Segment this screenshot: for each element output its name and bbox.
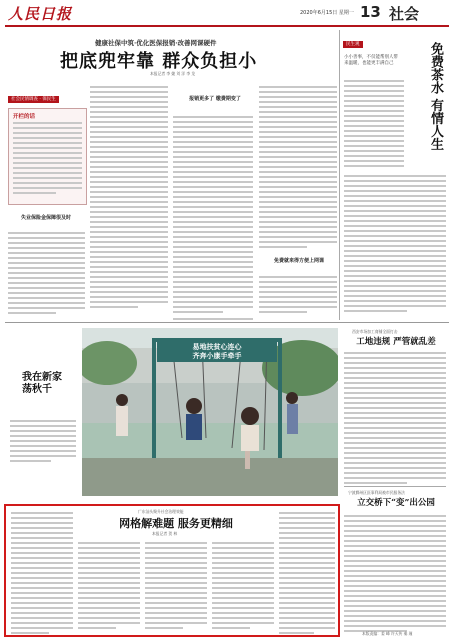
sidebar-quote: 小小善事，不仅能帮别人带来温暖，也能更丰满自己 [344, 55, 398, 66]
page-editors: 本版责编：姜 峰 许天传 秦 瑾 [362, 631, 413, 636]
story2-kicker: 宁波鄞州区医事利局被市民服务法 [348, 490, 405, 495]
photo-caption-title: 我在新家荡秋千 [22, 372, 62, 395]
bottom-col-2 [78, 542, 140, 632]
story1-kicker: 西安市场加工商铺全面打击 [352, 329, 398, 334]
subhead-3: 免费就来得方便上网课 [273, 258, 324, 264]
subhead-1: 失业保险金保障很及时 [20, 215, 71, 221]
story2-text [344, 515, 446, 635]
column-divider [339, 30, 340, 320]
bottom-story-byline: 本报记者 贺 林 [152, 531, 178, 536]
bottom-col-5 [279, 512, 335, 637]
story1-title: 工地违规 严管就乱差 [356, 337, 436, 347]
feature-photo [82, 328, 338, 496]
lead-col-4 [259, 86, 337, 251]
story1-text [344, 352, 446, 487]
sidebar-text-a [344, 80, 404, 170]
section-name: 社会 [389, 5, 420, 23]
lead-byline: 本报记者 李 婕 刘 洋 李 龙 [150, 71, 196, 76]
intro-text [13, 122, 82, 197]
sidebar-text-b [344, 175, 446, 315]
bottom-story-box [4, 504, 340, 637]
intro-box [8, 108, 87, 205]
photo-banner [157, 340, 277, 362]
photo-banner-line-1: 易地扶贫心连心 [192, 342, 242, 351]
sidebar-title: 免费茶水 有情人生 [428, 42, 443, 151]
masthead-rule [5, 25, 449, 27]
lead-col-5 [259, 276, 337, 316]
subhead-2: 报销更多了 缴费期变了 [189, 96, 241, 102]
lead-col-1 [8, 232, 85, 317]
page-number: 13 [360, 3, 381, 21]
bottom-story-title: 网格解难题 服务更精细 [119, 517, 233, 530]
story2-title: 立交桥下“变”出公园 [357, 498, 435, 508]
bottom-story-kicker: 广东汕头聚升社会治理效能 [138, 509, 184, 514]
bottom-col-4 [212, 542, 274, 632]
bottom-col-3 [145, 542, 207, 632]
lead-kicker: 健康社保中筑·优化医保报销·改善网课硬件 [95, 39, 217, 47]
photo-caption-text [10, 420, 76, 465]
issue-date: 2020年6月15日 星期一 [300, 10, 354, 16]
masthead [0, 0, 454, 26]
lead-col-3 [173, 116, 253, 316]
lead-headline: 把底兜牢靠 群众负担小 [60, 51, 258, 72]
newspaper-logo: 人民日报 [8, 5, 73, 23]
right-rule [344, 486, 446, 487]
lead-col-2 [90, 86, 168, 311]
news-tag: 社会民情调查 · 保民生 [8, 96, 59, 103]
section-rule [5, 322, 449, 323]
bottom-col-1 [11, 512, 73, 637]
intro-box-title: 开栏的话 [13, 114, 36, 120]
sidebar-tag: 民生观 [343, 41, 363, 48]
photo-banner-line-2: 齐奔小康手牵手 [192, 351, 242, 360]
